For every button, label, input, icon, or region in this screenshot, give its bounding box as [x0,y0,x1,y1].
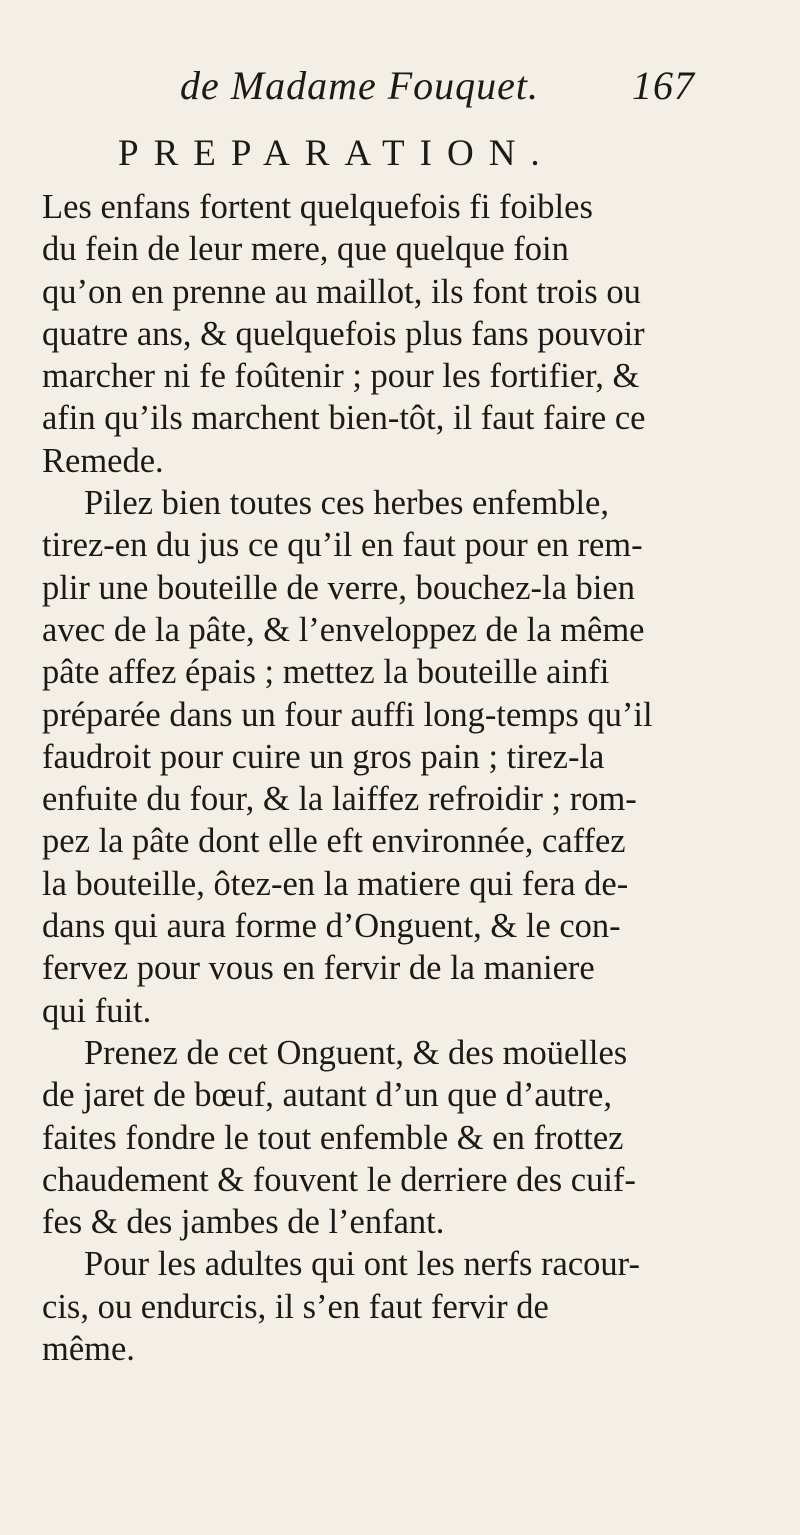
text-line: tirez-en du jus ce qu’il en faut pour en rem- [42,526,643,565]
text-line: Prenez de cet Onguent, & des moüelles [84,1033,628,1072]
text-line: qu’on en prenne au maillot, ils font trois ou [42,272,641,311]
text-line: de jaret de bœuf, autant d’un que d’autre, [42,1076,612,1115]
running-head [0,62,800,122]
text-line: faites fondre le tout enfemble & en frottez [42,1118,624,1157]
text-line: la bouteille, ôtez-en la matiere qui fera de- [42,864,629,903]
text-line: fes & des jambes de l’enfant. [42,1203,445,1242]
text-line: enfuite du four, & la laiffez refroidir ; rom- [42,780,637,819]
text-line: même. [42,1330,135,1369]
text-line: pez la pâte dont elle eft environnée, caffez [42,822,626,861]
text-line: préparée dans un four auffi long-temps qu’il [42,695,653,734]
text-line: cis, ou endurcis, il s’en faut fervir de [42,1287,549,1326]
text-line: chaudement & fouvent le derriere des cuif- [42,1160,636,1199]
text-line: quatre ans, & quelquefois plus fans pouvoir [42,314,645,353]
text-line: qui fuit. [42,991,152,1030]
text-line: avec de la pâte, & l’enveloppez de la même [42,610,645,649]
text-line: marcher ni fe foûtenir ; pour les fortifier, & [42,357,640,396]
text-line: Les enfans fortent quelquefois fi foibles [42,188,593,226]
section-title: PREPARATION. [118,133,555,174]
text-line: pâte affez épais ; mettez la bouteille ainfi [42,653,610,692]
text-line: du fein de leur mere, que quelque foin [42,230,569,269]
running-title: de Madame Fouquet. [180,63,540,108]
page-number: 167 [632,63,695,108]
text-line: Remede. [42,441,164,480]
text-line: fervez pour vous en fervir de la maniere [42,949,595,988]
text-line: afin qu’ils marchent bien-tôt, il faut faire ce [42,399,646,438]
text-line: Pour les adultes qui ont les nerfs racour- [84,1245,640,1284]
text-line: plir une bouteille de verre, bouchez-la bien [42,568,635,607]
text-line: faudroit pour cuire un gros pain ; tirez-la [42,737,605,776]
body-text [42,186,762,1370]
text-line: dans qui aura forme d’Onguent, & le con- [42,907,621,946]
text-line: Pilez bien toutes ces herbes enfemble, [84,484,609,523]
